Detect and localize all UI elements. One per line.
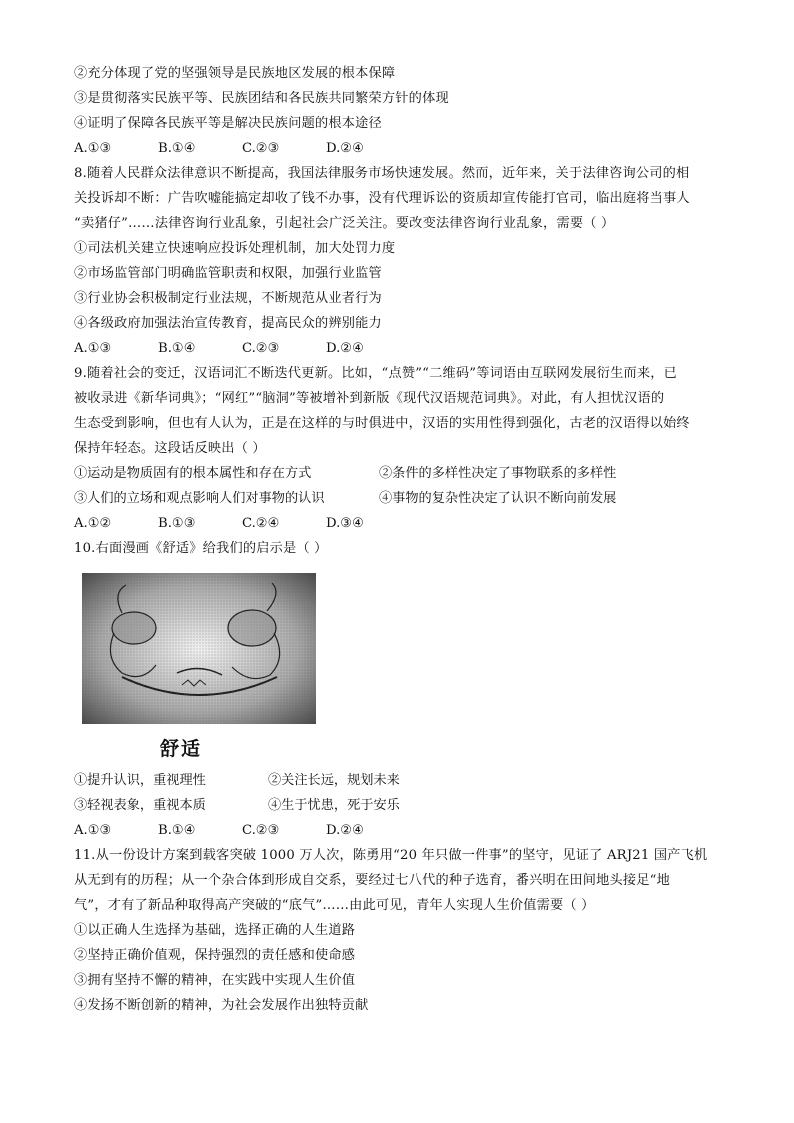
q10-stem: 10.右面漫画《舒适》给我们的启示是（ ） — [74, 541, 328, 556]
q7-options — [74, 136, 410, 161]
q8-stem-line-1: 8.随着人民群众法律意识不断提高，我国法律服务市场快速发展。然而，近年来，关于法律咨询公司的相 — [74, 166, 690, 181]
comfort-cartoon-image — [82, 573, 316, 724]
q7-option-b[interactable]: B.①④ — [158, 141, 196, 156]
q9-option-c[interactable]: C.②④ — [242, 516, 280, 531]
q9-option-d[interactable]: D.③④ — [326, 516, 364, 531]
q10-statement-2: ②关注长远，规划未来 — [268, 773, 400, 788]
q9-statement-4: ④事物的复杂性决定了认识不断向前发展 — [379, 491, 617, 506]
q9-option-a[interactable]: A.①② — [74, 516, 112, 531]
q7-statement-3: ③是贯彻落实民族平等、民族团结和各民族共同繁荣方针的体现 — [74, 91, 449, 106]
q11-statement-3: ③拥有坚持不懈的精神，在实践中实现人生价值 — [74, 973, 356, 988]
q10-options — [74, 818, 410, 843]
q8-stem-line-2: 关投诉却不断：广告吹嘘能搞定却收了钱不办事，没有代理诉讼的资质却宣传能打官司，临出庭将当事人 — [74, 191, 690, 206]
q9-stem-line-4: 保持年轻态。这段话反映出（ ） — [74, 441, 266, 456]
q9-statements-row-1 — [74, 461, 617, 486]
q9-stem-line-2: 被收录进《新华词典》；“网红”“脑洞”等被增补到新版《现代汉语规范词典》。对此，有人担忧汉语的 — [74, 391, 665, 406]
q11-stem-line-2: 从无到有的历程；从一个杂合体到形成自交系，要经过七八代的种子选育，番兴明在田间地头接足“地 — [74, 873, 670, 888]
q7-option-d[interactable]: D.②④ — [326, 141, 364, 156]
q9-statement-2: ②条件的多样性决定了事物联系的多样性 — [379, 466, 617, 481]
q8-statement-1: ①司法机关建立快速响应投诉处理机制，加大处罚力度 — [74, 241, 396, 256]
q9-stem-line-3: 生态受到影响，但也有人认为，正是在这样的与时俱进中，汉语的实用性得到强化，古老的汉语得以始终 — [74, 416, 690, 431]
q8-option-a[interactable]: A.①③ — [74, 341, 112, 356]
q7-option-c[interactable]: C.②③ — [242, 141, 280, 156]
q8-statement-2: ②市场监管部门明确监管职责和权限，加强行业监管 — [74, 266, 382, 281]
q9-statements-row-2 — [74, 486, 617, 511]
q10-statement-3: ③轻视表象，重视本质 — [74, 798, 206, 813]
q7-statement-4: ④证明了保障各民族平等是解决民族问题的根本途径 — [74, 116, 382, 131]
q8-option-b[interactable]: B.①④ — [158, 341, 196, 356]
q10-option-c[interactable]: C.②③ — [242, 823, 280, 838]
q8-statement-4: ④各级政府加强法治宣传教育，提高民众的辨别能力 — [74, 316, 382, 331]
q10-option-b[interactable]: B.①④ — [158, 823, 196, 838]
q9-stem-line-1: 9.随着社会的变迁，汉语词汇不断迭代更新。比如，“点赞”“二维码”等词语由互联网发展衍生而来，已 — [74, 366, 678, 381]
q11-statement-2: ②坚持正确价值观，保持强烈的责任感和使命感 — [74, 948, 356, 963]
q7-option-a[interactable]: A.①③ — [74, 141, 112, 156]
cartoon-halftone — [82, 573, 316, 724]
q10-option-d[interactable]: D.②④ — [326, 823, 364, 838]
q10-statements-row-2 — [74, 793, 400, 818]
q7-statement-2: ②充分体现了党的坚强领导是民族地区发展的根本保障 — [74, 66, 396, 81]
q9-statement-1: ①运动是物质固有的根本属性和存在方式 — [74, 466, 312, 481]
q8-stem-line-3: “卖猪仔”……法律咨询行业乱象，引起社会广泛关注。要改变法律咨询行业乱象，需要（ ） — [74, 216, 615, 231]
q10-statement-1: ①提升认识，重视理性 — [74, 773, 206, 788]
q11-stem-line-3: 气”，才有了新品种取得高产突破的“底气”……由此可见，青年人实现人生价值需要（ ） — [74, 898, 595, 913]
q8-statement-3: ③行业协会积极制定行业法规，不断规范从业者行为 — [74, 291, 382, 306]
q9-statement-3: ③人们的立场和观点影响人们对事物的认识 — [74, 491, 325, 506]
q11-statement-1: ①以正确人生选择为基础，选择正确的人生道路 — [74, 923, 356, 938]
q9-option-b[interactable]: B.①③ — [158, 516, 196, 531]
q8-options — [74, 336, 410, 361]
cartoon-caption: 舒适 — [160, 738, 203, 760]
q10-statement-4: ④生于忧患，死于安乐 — [268, 798, 400, 813]
q11-stem-line-1: 11.从一份设计方案到载客突破 1000 万人次，陈勇用“20 年只做一件事”的坚守，见证了 ARJ21 国产飞机 — [74, 848, 708, 863]
q10-statements-row-1 — [74, 768, 400, 793]
q10-option-a[interactable]: A.①③ — [74, 823, 112, 838]
q8-option-d[interactable]: D.②④ — [326, 341, 364, 356]
q11-statement-4: ④发扬不断创新的精神，为社会发展作出独特贡献 — [74, 998, 369, 1013]
q8-option-c[interactable]: C.②③ — [242, 341, 280, 356]
q9-options — [74, 511, 410, 536]
